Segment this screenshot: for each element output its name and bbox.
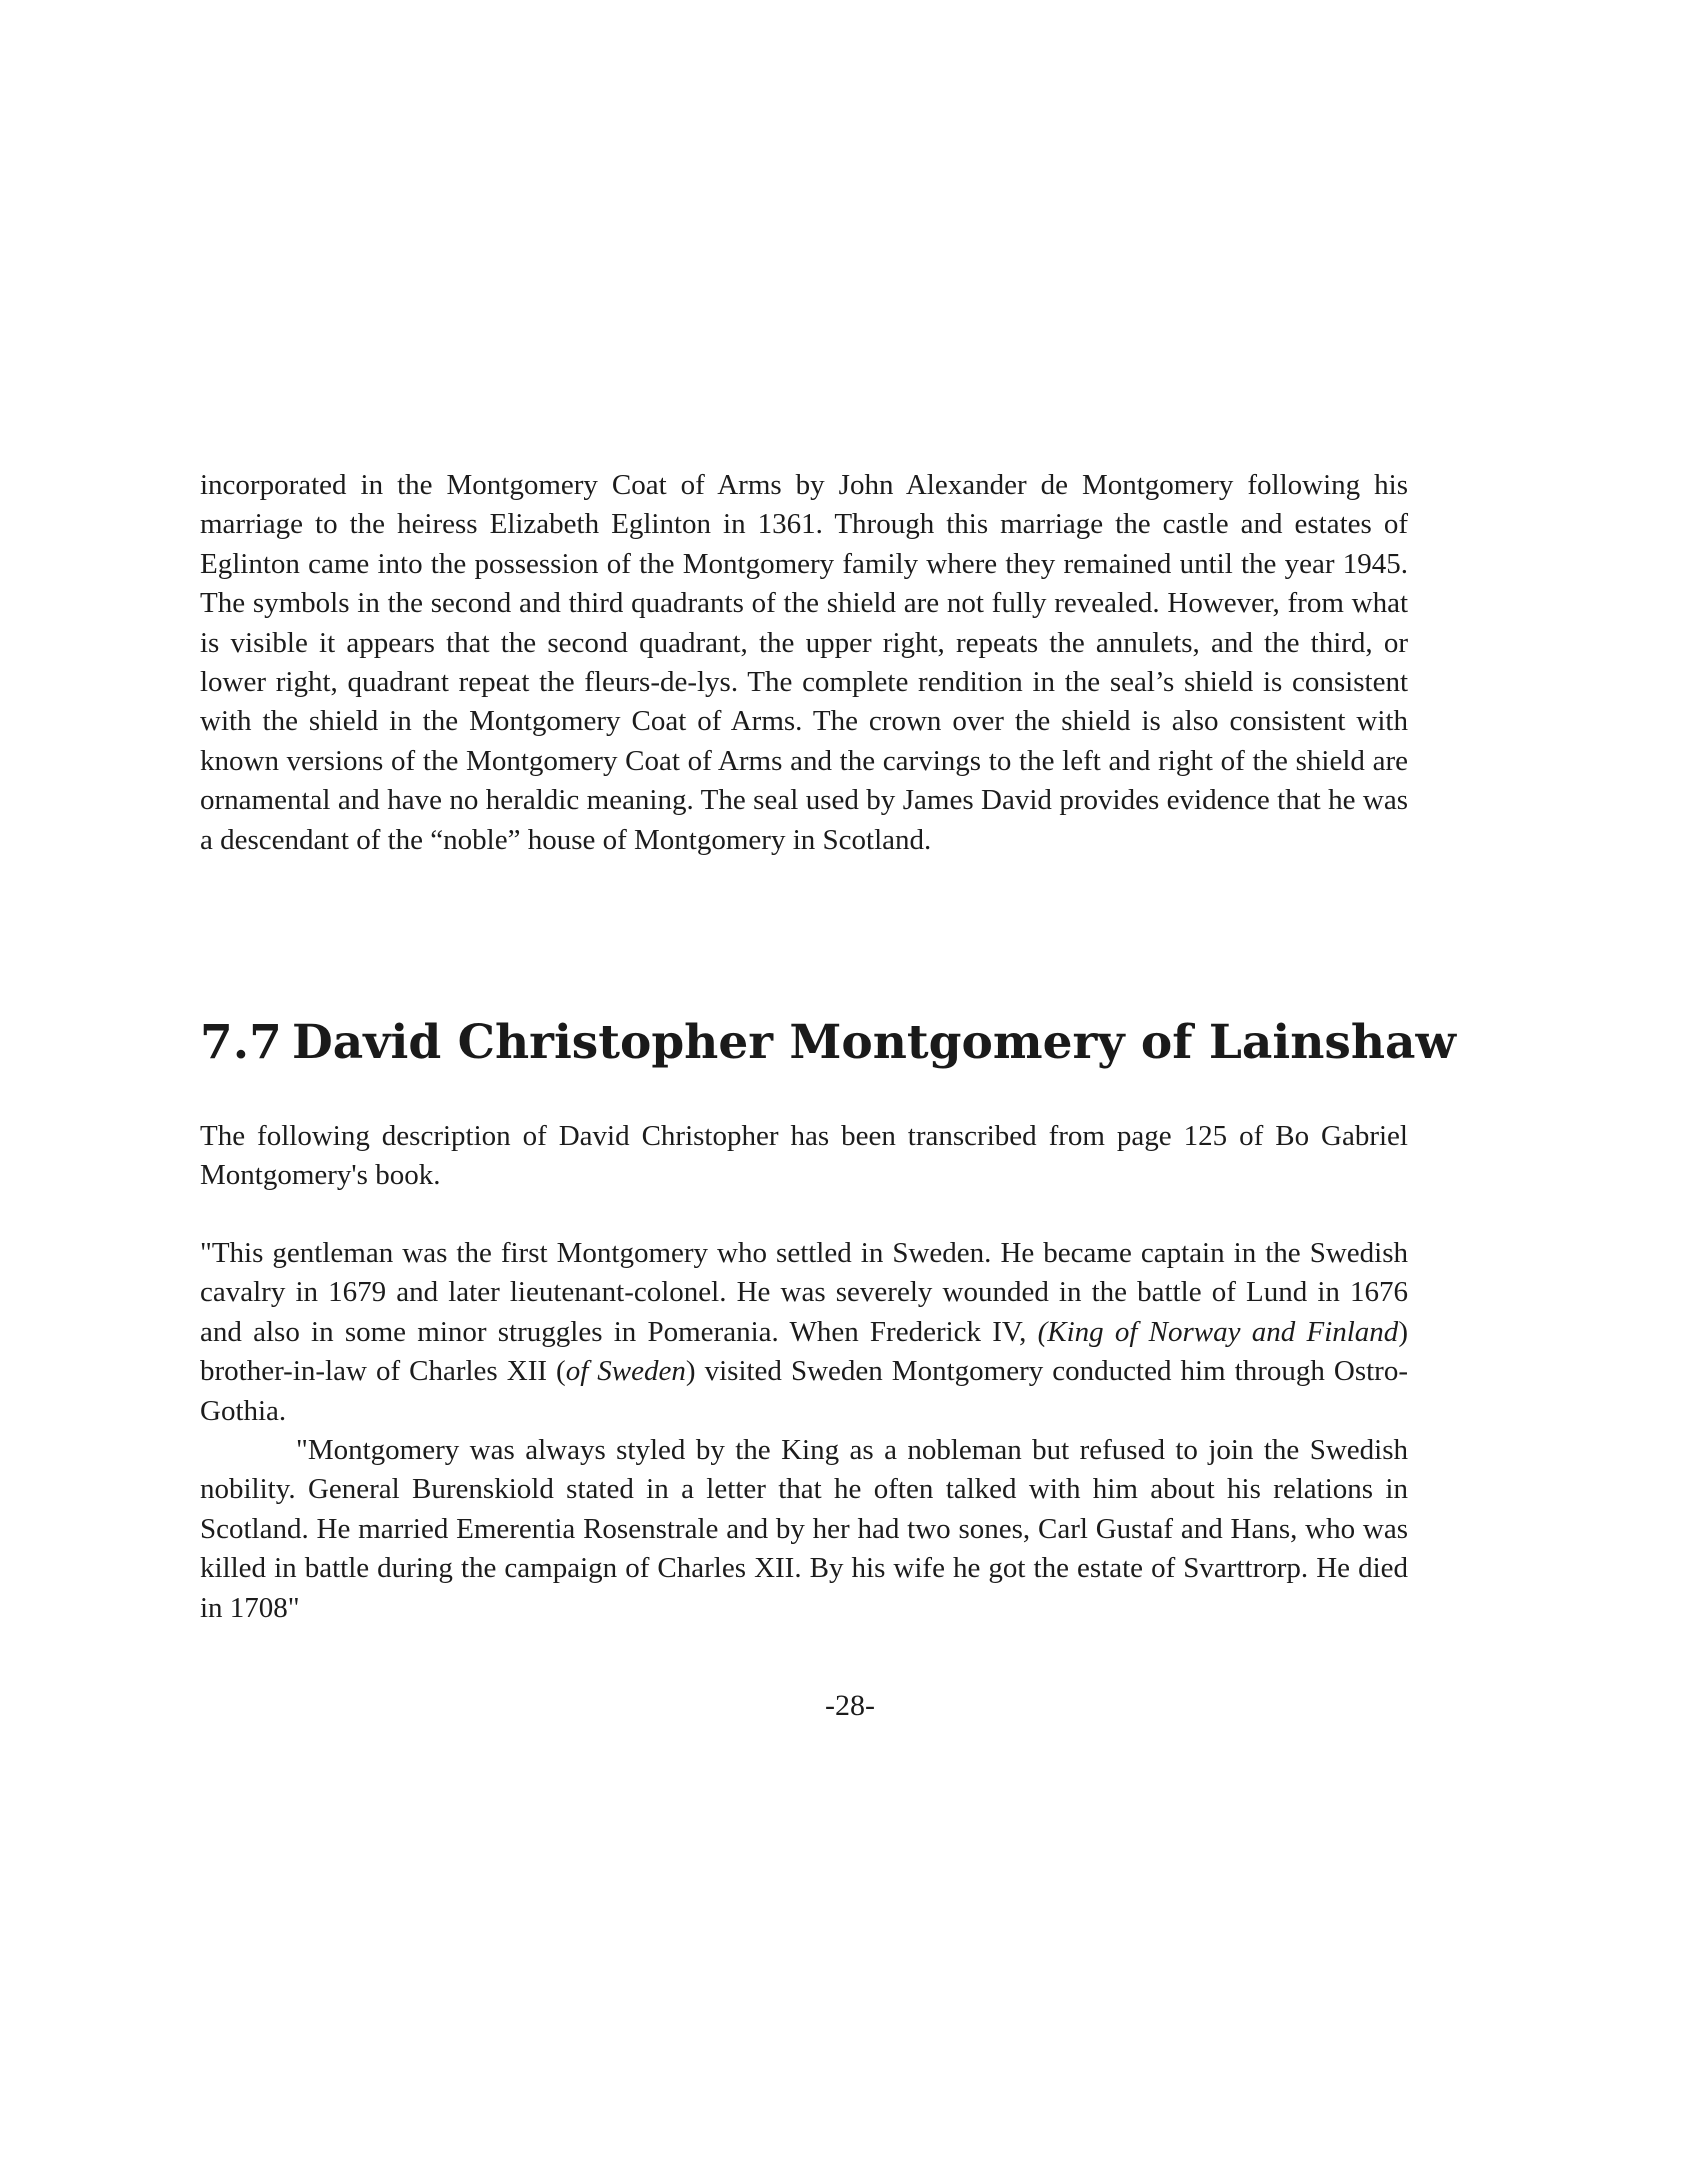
page-number: -28- <box>825 1689 875 1722</box>
quote-p1-italic-2: of Sweden <box>565 1355 686 1388</box>
quote-paragraph-2: "Montgomery was always styled by the King as a nobleman but refused to join the Swedish nobility. General Burenskiold stated in a letter that he often talked with him about his relations in Scotland. He married Emerentia Rosenstrale and by her had two sones, Carl Gustaf and Hans, who was killed in battle during the campaign of Charles XII. By his wife he got the estate of Svarttrorp. He died in 1708" <box>200 1434 1408 1624</box>
quote-paragraph-1 <box>200 1234 1408 1431</box>
quote-p1-text-a: "This gentleman was the first Montgomery who settled in Sweden. He became captain in the Swedish cavalry in 1679 and later lieutenant-colonel. He was severely wounded in the battle of Lund in 1676 and also in some minor struggles in Pomerania. When Frederick IV, <box>200 1237 1408 1348</box>
lead-paragraph-text: The following description of David Christopher has been transcribed from page 125 of Bo Gabriel Montgomery's book. <box>200 1120 1408 1192</box>
intro-paragraph <box>200 466 1408 860</box>
quote-p1-text-c: ) visited Sweden Montgomery conducted him through Ostro-Gothia. <box>200 1355 1408 1427</box>
section-heading <box>200 1013 1456 1073</box>
quoted-description <box>200 1234 1408 1628</box>
lead-paragraph <box>200 1117 1408 1196</box>
section-number: 7.7 <box>200 1015 282 1070</box>
intro-paragraph-text: incorporated in the Montgomery Coat of Arms by John Alexander de Montgomery following his marriage to the heiress Elizabeth Eglinton in 1361. Through this marriage the castle and estates of Eglinton came into the possession of the Montgomery family where they remained until the year 1945. The symbols in the second and third quadrants of the shield are not fully revealed. However, from what is visible it appears that the second quadrant, the upper right, repeats the annulets, and the third, or lower right, quadrant repeat the fleurs-de-lys. The complete rendition in the seal’s shield is consistent with the shield in the Montgomery Coat of Arms. The crown over the shield is also consistent with known versions of the Montgomery Coat of Arms and the carvings to the left and right of the shield are ornamental and have no heraldic meaning. The seal used by James David provides evidence that he was a descendant of the “noble” house of Montgomery in Scotland. <box>200 469 1408 856</box>
quote-p1-italic-1: (King of Norway and Finland <box>1037 1315 1399 1348</box>
section-title: David Christopher Montgomery of Lainshaw <box>292 1015 1456 1070</box>
quote-p1-text-b: ) brother-in-law of Charles XII ( <box>200 1315 1408 1388</box>
